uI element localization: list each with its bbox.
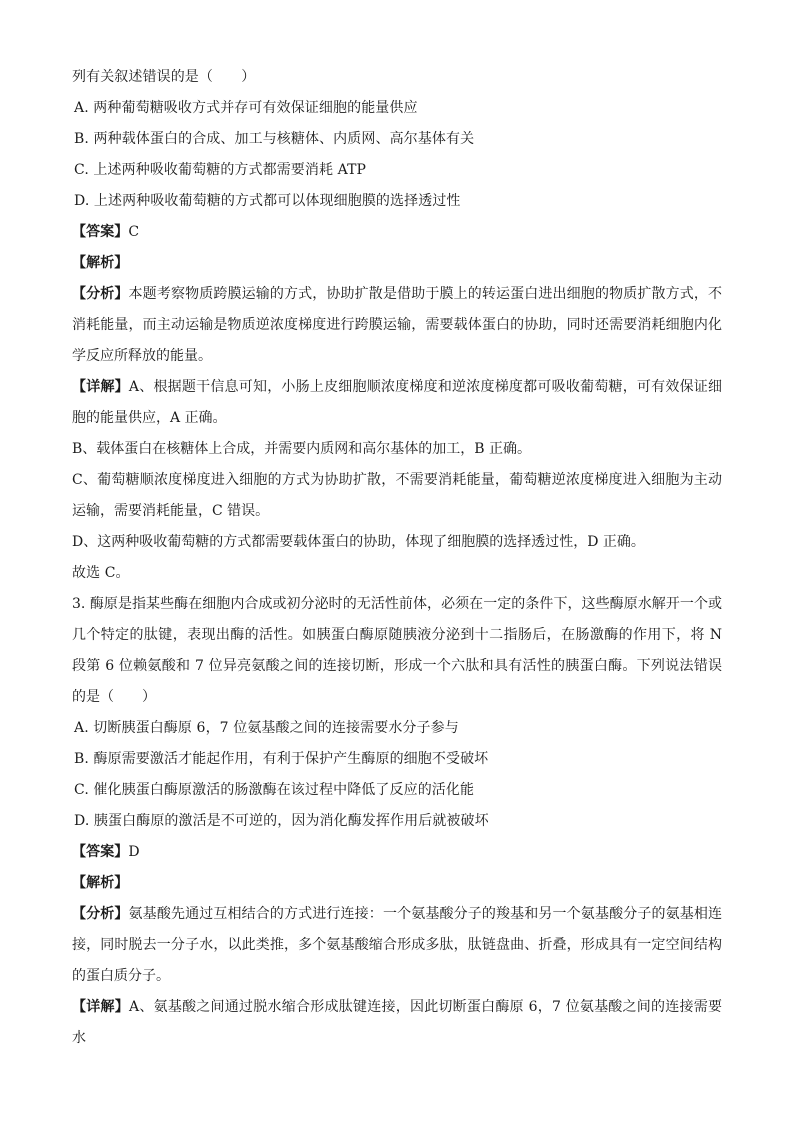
q3-option-b: B. 酶原需要激活才能起作用，有利于保护产生酶原的细胞不受破坏 — [74, 751, 489, 767]
q2-xiangjie-a-text: A、根据题干信息可知，小肠上皮细胞顺浓度梯度和逆浓度梯度都可吸收葡萄糖，可有效保证细胞的能量供应，A 正确。 — [72, 379, 723, 426]
q3-answer-value: D — [128, 844, 140, 860]
q2-option-b: B. 两种载体蛋白的合成、加工与核糖体、内质网、高尔基体有关 — [74, 131, 475, 147]
q3-fenxi — [72, 899, 722, 992]
q2-analysis-label: 【解析】 — [72, 255, 129, 271]
q2-fenxi-label: 【分析】 — [72, 286, 129, 302]
q3-stem: 3. 酶原是指某些酶在细胞内合成或初分泌时的无活性前体，必须在一定的条件下，这些酶原水解开一个或几个特定的肽键，表现出酶的活性。如胰蛋白酶原随胰液分泌到十二指肠后，在肠激酶的作用下，将 N 段第 6 位赖氨酸和 7 位异亮氨酸之间的连接切断，形成一个六肽和具有活性的胰蛋白酶。下列说法错误的是（ ） — [72, 596, 722, 705]
q3-option-d: D. 胰蛋白酶原的激活是不可逆的，因为消化酶发挥作用后就被破坏 — [74, 813, 489, 829]
q2-answer — [72, 217, 722, 248]
q3-xiangjie-label: 【详解】 — [72, 999, 129, 1015]
q3-xiangjie-a-text: A、氨基酸之间通过脱水缩合形成肽键连接，因此切断蛋白酶原 6，7 位氨基酸之间的连接需要水 — [72, 999, 723, 1046]
q2-xiangjie-label: 【详解】 — [72, 379, 129, 395]
q3-analysis-label: 【解析】 — [72, 875, 129, 891]
q2-answer-label: 【答案】 — [72, 224, 129, 240]
q2-fenxi-text: 本题考察物质跨膜运输的方式，协助扩散是借助于膜上的转运蛋白进出细胞的物质扩散方式，不消耗能量，而主动运输是物质逆浓度梯度进行跨膜运输，需要载体蛋白的协助，同时还需要消耗细胞内化学反应所释放的能量。 — [72, 286, 723, 364]
q2-conclusion: 故选 C。 — [72, 565, 130, 581]
q3-fenxi-label: 【分析】 — [72, 906, 129, 922]
q3-fenxi-text: 氨基酸先通过互相结合的方式进行连接：一个氨基酸分子的羧基和另一个氨基酸分子的氨基相连接，同时脱去一分子水，以此类推，多个氨基酸缩合形成多肽，肽链盘曲、折叠，形成具有一定空间结构的蛋白质分子。 — [72, 906, 723, 984]
q3-xiangjie-a — [72, 992, 722, 1054]
q3-answer-label: 【答案】 — [72, 844, 129, 860]
q2-xiangjie-d: D、这两种吸收葡萄糖的方式都需要载体蛋白的协助，体现了细胞膜的选择透过性，D 正确。 — [72, 534, 645, 550]
q2-xiangjie-b: B、载体蛋白在核糖体上合成，并需要内质网和高尔基体的加工，B 正确。 — [72, 441, 532, 457]
q2-analysis-heading — [72, 248, 722, 279]
q3-option-c: C. 催化胰蛋白酶原激活的肠激酶在该过程中降低了反应的活化能 — [74, 782, 475, 798]
document-page — [72, 62, 722, 1054]
q2-option-d: D. 上述两种吸收葡萄糖的方式都可以体现细胞膜的选择透过性 — [74, 193, 461, 209]
q3-analysis-heading — [72, 868, 722, 899]
q2-fenxi — [72, 279, 722, 372]
q3-option-a: A. 切断胰蛋白酶原 6，7 位氨基酸之间的连接需要水分子参与 — [74, 720, 459, 736]
q2-xiangjie-c: C、葡萄糖顺浓度梯度进入细胞的方式为协助扩散，不需要消耗能量，葡萄糖逆浓度梯度进入细胞为主动运输，需要消耗能量，C 错误。 — [72, 472, 722, 519]
q2-answer-value: C — [128, 224, 140, 240]
q2-option-a: A. 两种葡萄糖吸收方式并存可有效保证细胞的能量供应 — [74, 100, 418, 116]
q3-answer — [72, 837, 722, 868]
q2-xiangjie-a — [72, 372, 722, 434]
q2-stem-tail: 列有关叙述错误的是（ ） — [72, 69, 256, 85]
q2-option-c: C. 上述两种吸收葡萄糖的方式都需要消耗 ATP — [74, 162, 367, 178]
